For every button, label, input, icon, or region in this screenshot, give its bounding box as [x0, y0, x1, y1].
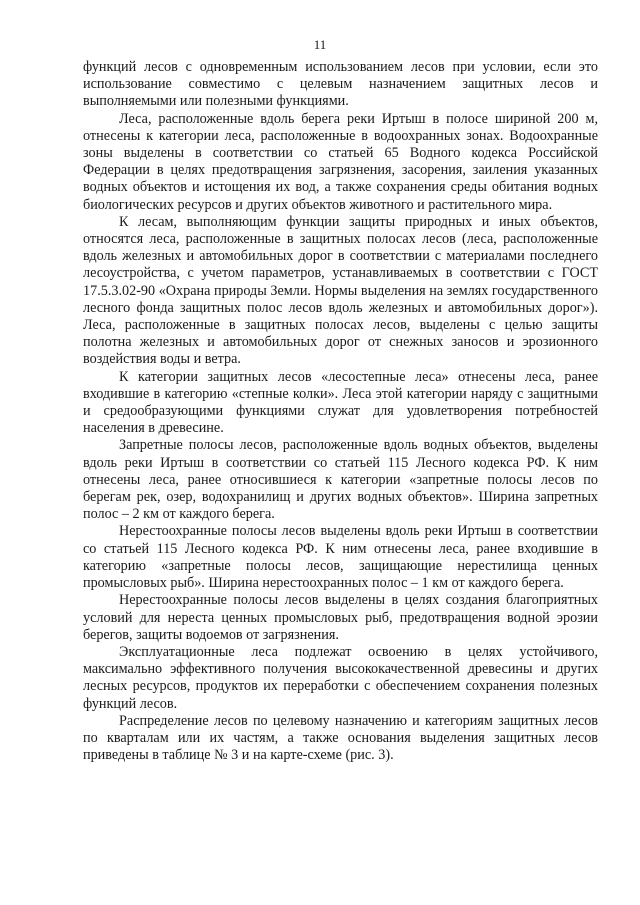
paragraph-spawning-purpose: Нерестоохранные полосы лесов выделены в целях создания благоприятных условий для нереста ценных промысловых рыб, предотвращения водной эрозии берегов, защиты водоемов от загрязнения. — [83, 592, 598, 643]
paragraph-protective-strips: К лесам, выполняющим функции защиты природных и иных объектов, относятся леса, расположенные в защитных полосах лесов (леса, расположенные вдоль железных и автомобильных дорог в соответствии с материалами последнего лесоустройства, с учетом параметров, устанавливаемых в соответствии с ГОСТ 17.5.3.02-90 «Охрана природы Земли. Нормы выделения на землях государственного лесного фонда защитных полос лесов вдоль железных и автомобильных дорог»). Леса, расположенные в защитных полосах лесов, выделены с целью защиты полотна железных и автомобильных дорог от снежных заносов и эрозионного воздействия воды и ветра. — [83, 213, 598, 368]
paragraph-prohibited-strips: Запретные полосы лесов, расположенные вдоль водных объектов, выделены вдоль реки Иртыш в соответствии со статьей 115 Лесного кодекса РФ. К ним отнесены леса, ранее относившиеся к категории «запретные полосы лесов по берегам рек, озер, водохранилищ и других водных объектов». Ширина запретных полос – 2 км от каждого берега. — [83, 437, 598, 523]
paragraph-spawning-strips: Нерестоохранные полосы лесов выделены вдоль реки Иртыш в соответствии со статьей 115 Лесного кодекса РФ. К ним отнесены леса, ранее входившие в категорию «запретные полосы лесов, защищающие нерестилища ценных промысловых рыб». Ширина нерестоохранных полос – 1 км от каждого берега. — [83, 523, 598, 592]
paragraph-forest-steppe: К категории защитных лесов «лесостепные леса» отнесены леса, ранее входившие в категорию «степные колки». Леса этой категории наряду с защитными и средообразующими функциями служат для удовлетворения потребностей населения в древесине. — [83, 368, 598, 437]
paragraph-water-protection-zones: Леса, расположенные вдоль берега реки Иртыш в полосе шириной 200 м, отнесены к категории леса, расположенные в водоохранных зонах. Водоохранные зоны выделены в соответствии со статьей 65 Водного кодекса Российской Федерации в целях предотвращения загрязнения, засорения, заиления указанных водных объектов и истощения их вод, а также сохранения среды обитания водных биологических ресурсов и других объектов животного и растительного мира. — [83, 110, 598, 213]
paragraph-distribution: Распределение лесов по целевому назначению и категориям защитных лесов по кварталам или их частям, а также основания выделения защитных лесов приведены в таблице № 3 и на карте-схеме (рис. 3). — [83, 712, 598, 764]
paragraph-continuation: функций лесов с одновременным использованием лесов при условии, если это использование совместимо с целевым назначением защитных лесов и выполняемыми или полезными функциями. — [83, 59, 598, 110]
page-number: 11 — [313, 37, 327, 52]
paragraph-exploitation-forests: Эксплуатационные леса подлежат освоению в целях устойчивого, максимально эффективного получения высококачественной древесины и других лесных ресурсов, продуктов их переработки с обеспечением сохранения полезных функций лесов. — [83, 643, 598, 712]
document-body — [83, 59, 598, 764]
